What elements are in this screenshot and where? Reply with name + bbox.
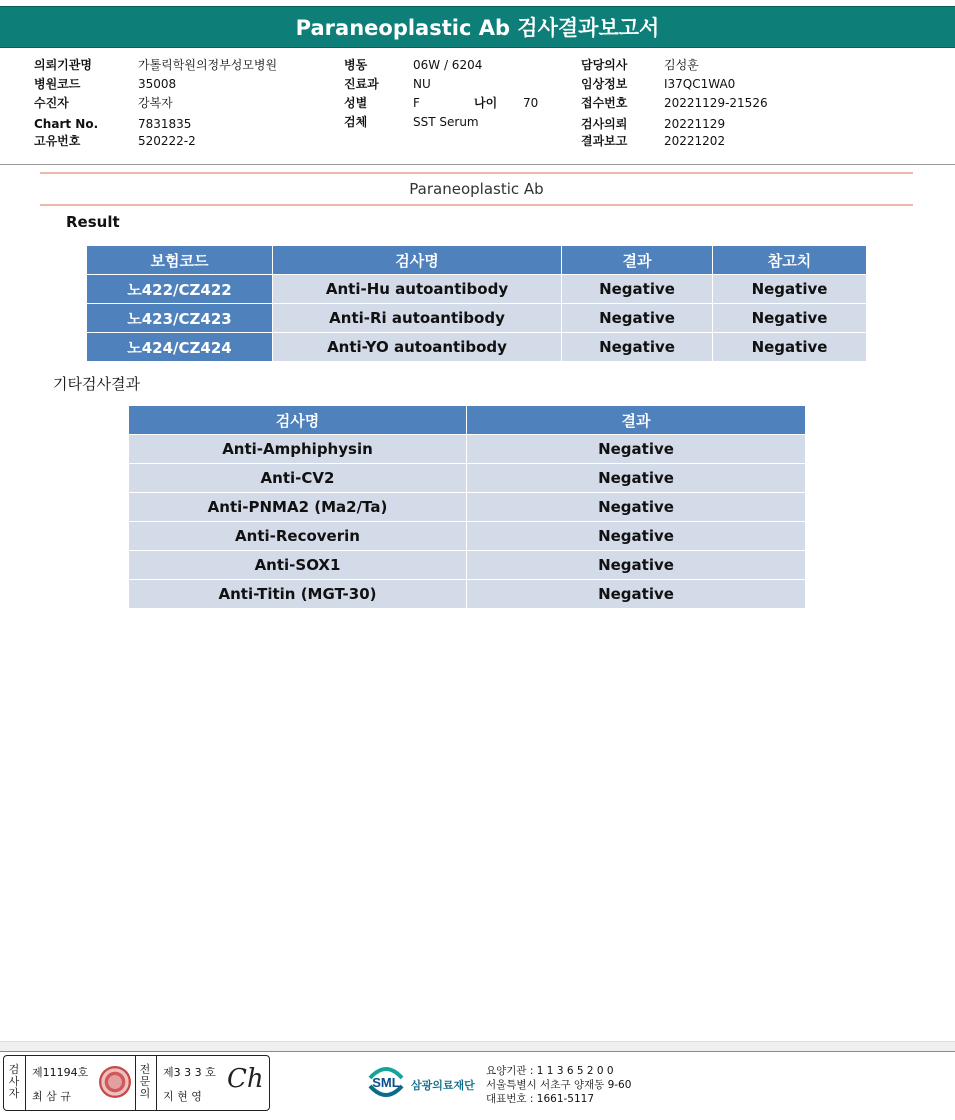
insurance-code-cell: 노423/CZ423 — [87, 304, 273, 333]
section-divider-bottom — [40, 204, 913, 206]
label-department: 진료과 — [344, 77, 379, 91]
table-row — [129, 551, 806, 580]
confirmer-name: 지 현 영 — [163, 1090, 202, 1103]
value-chart-no: 7831835 — [138, 117, 192, 131]
value-specimen: SST Serum — [413, 115, 479, 129]
result-cell: Negative — [467, 464, 806, 493]
header-reference: 참고치 — [713, 246, 867, 275]
table-row — [129, 435, 806, 464]
value-institution: 가톨릭학원의정부성모병원 — [138, 58, 278, 72]
result-cell: Negative — [467, 551, 806, 580]
table-row — [87, 333, 867, 362]
label-patient: 수진자 — [34, 96, 69, 110]
header-insurance-code: 보험코드 — [87, 246, 273, 275]
table-row — [129, 493, 806, 522]
value-department: NU — [413, 77, 431, 91]
sml-logo-text: SML — [372, 1075, 400, 1090]
header-result: 결과 — [562, 246, 713, 275]
examiner-license-no: 제11194호 — [32, 1066, 89, 1079]
report-title: Paraneoplastic Ab 검사결과보고서 — [0, 6, 955, 48]
box-divider — [156, 1056, 157, 1110]
test-name-cell: Anti-CV2 — [129, 464, 467, 493]
reference-cell: Negative — [713, 304, 867, 333]
label-report-date: 결과보고 — [581, 134, 628, 148]
value-request-date: 20221129 — [664, 117, 726, 131]
label-doctor: 담당의사 — [581, 58, 628, 72]
value-report-date: 20221202 — [664, 134, 726, 148]
confirmer-license-no: 제3 3 3 호 — [163, 1066, 216, 1079]
box-divider — [25, 1056, 26, 1110]
value-unique-no: 520222-2 — [138, 134, 196, 148]
header-test-name: 검사명 — [129, 406, 467, 435]
test-name-cell: Anti-Amphiphysin — [129, 435, 467, 464]
result-cell: Negative — [562, 275, 713, 304]
result-table — [86, 245, 867, 362]
section-divider-top — [40, 172, 913, 174]
result-cell: Negative — [562, 304, 713, 333]
info-divider — [0, 164, 955, 165]
test-name-cell: Anti-YO autoantibody — [273, 333, 562, 362]
footer-divider — [0, 1051, 955, 1052]
examiner-label — [7, 1064, 21, 1100]
table-row — [87, 275, 867, 304]
box-divider — [135, 1056, 136, 1110]
label-chart-no: Chart No. — [34, 117, 99, 131]
table-row — [129, 580, 806, 609]
value-hospital-code: 35008 — [138, 77, 177, 91]
sml-logo-icon — [366, 1062, 406, 1102]
label-specimen: 검체 — [344, 115, 368, 129]
label-institution: 의뢰기관명 — [34, 58, 92, 72]
reference-cell: Negative — [713, 333, 867, 362]
facility-code: 요양기관 : 1 1 3 6 5 2 0 0 — [486, 1065, 614, 1077]
result-cell: Negative — [467, 435, 806, 464]
label-unique-no: 고유번호 — [34, 134, 81, 148]
result-table-header — [87, 246, 867, 275]
value-sex: F — [413, 96, 420, 110]
test-name-cell: Anti-SOX1 — [129, 551, 467, 580]
other-results-table — [128, 405, 806, 609]
brand-name: 삼광의료재단 — [411, 1079, 475, 1092]
header-test-name: 검사명 — [273, 246, 562, 275]
official-seal — [99, 1066, 131, 1098]
result-cell: Negative — [467, 493, 806, 522]
reference-cell: Negative — [713, 275, 867, 304]
other-table-header — [129, 406, 806, 435]
result-label: Result — [66, 213, 120, 231]
label-hospital-code: 병원코드 — [34, 77, 81, 91]
label-receipt-no: 접수번호 — [581, 96, 628, 110]
value-ward: 06W / 6204 — [413, 58, 483, 72]
result-cell: Negative — [467, 522, 806, 551]
examiner-name: 최 삼 규 — [32, 1090, 71, 1103]
result-cell: Negative — [467, 580, 806, 609]
test-name-cell: Anti-Ri autoantibody — [273, 304, 562, 333]
value-patient: 강복자 — [138, 96, 173, 110]
test-name-cell: Anti-Titin (MGT-30) — [129, 580, 467, 609]
test-name-cell: Anti-PNMA2 (Ma2/Ta) — [129, 493, 467, 522]
value-age: 70 — [523, 96, 539, 110]
value-doctor: 김성훈 — [664, 58, 699, 72]
confirmer-label — [138, 1064, 152, 1100]
section-title: Paraneoplastic Ab — [409, 180, 544, 198]
other-results-label: 기타검사결과 — [53, 375, 140, 393]
address-line: 서울특별시 서초구 양재동 9-60 — [486, 1079, 632, 1091]
test-name-cell: Anti-Hu autoantibody — [273, 275, 562, 304]
value-receipt-no: 20221129-21526 — [664, 96, 768, 110]
handwritten-signature: Ch — [227, 1064, 264, 1094]
examiner-label-text: 검사자 — [8, 1063, 20, 1100]
label-age: 나이 — [474, 96, 498, 110]
table-row — [87, 304, 867, 333]
header-result: 결과 — [467, 406, 806, 435]
table-row — [129, 464, 806, 493]
result-cell: Negative — [562, 333, 713, 362]
label-sex: 성별 — [344, 96, 368, 110]
label-clinical-info: 임상정보 — [581, 77, 628, 91]
insurance-code-cell: 노422/CZ422 — [87, 275, 273, 304]
insurance-code-cell: 노424/CZ424 — [87, 333, 273, 362]
confirmer-label-text: 전문의 — [139, 1063, 151, 1100]
signature-box — [3, 1055, 270, 1111]
test-name-cell: Anti-Recoverin — [129, 522, 467, 551]
table-row — [129, 522, 806, 551]
label-request-date: 검사의뢰 — [581, 117, 628, 131]
label-ward: 병동 — [344, 58, 368, 72]
lab-address — [486, 1064, 631, 1106]
value-clinical-info: I37QC1WA0 — [664, 77, 736, 91]
phone-number: 대표번호 : 1661-5117 — [486, 1093, 595, 1105]
